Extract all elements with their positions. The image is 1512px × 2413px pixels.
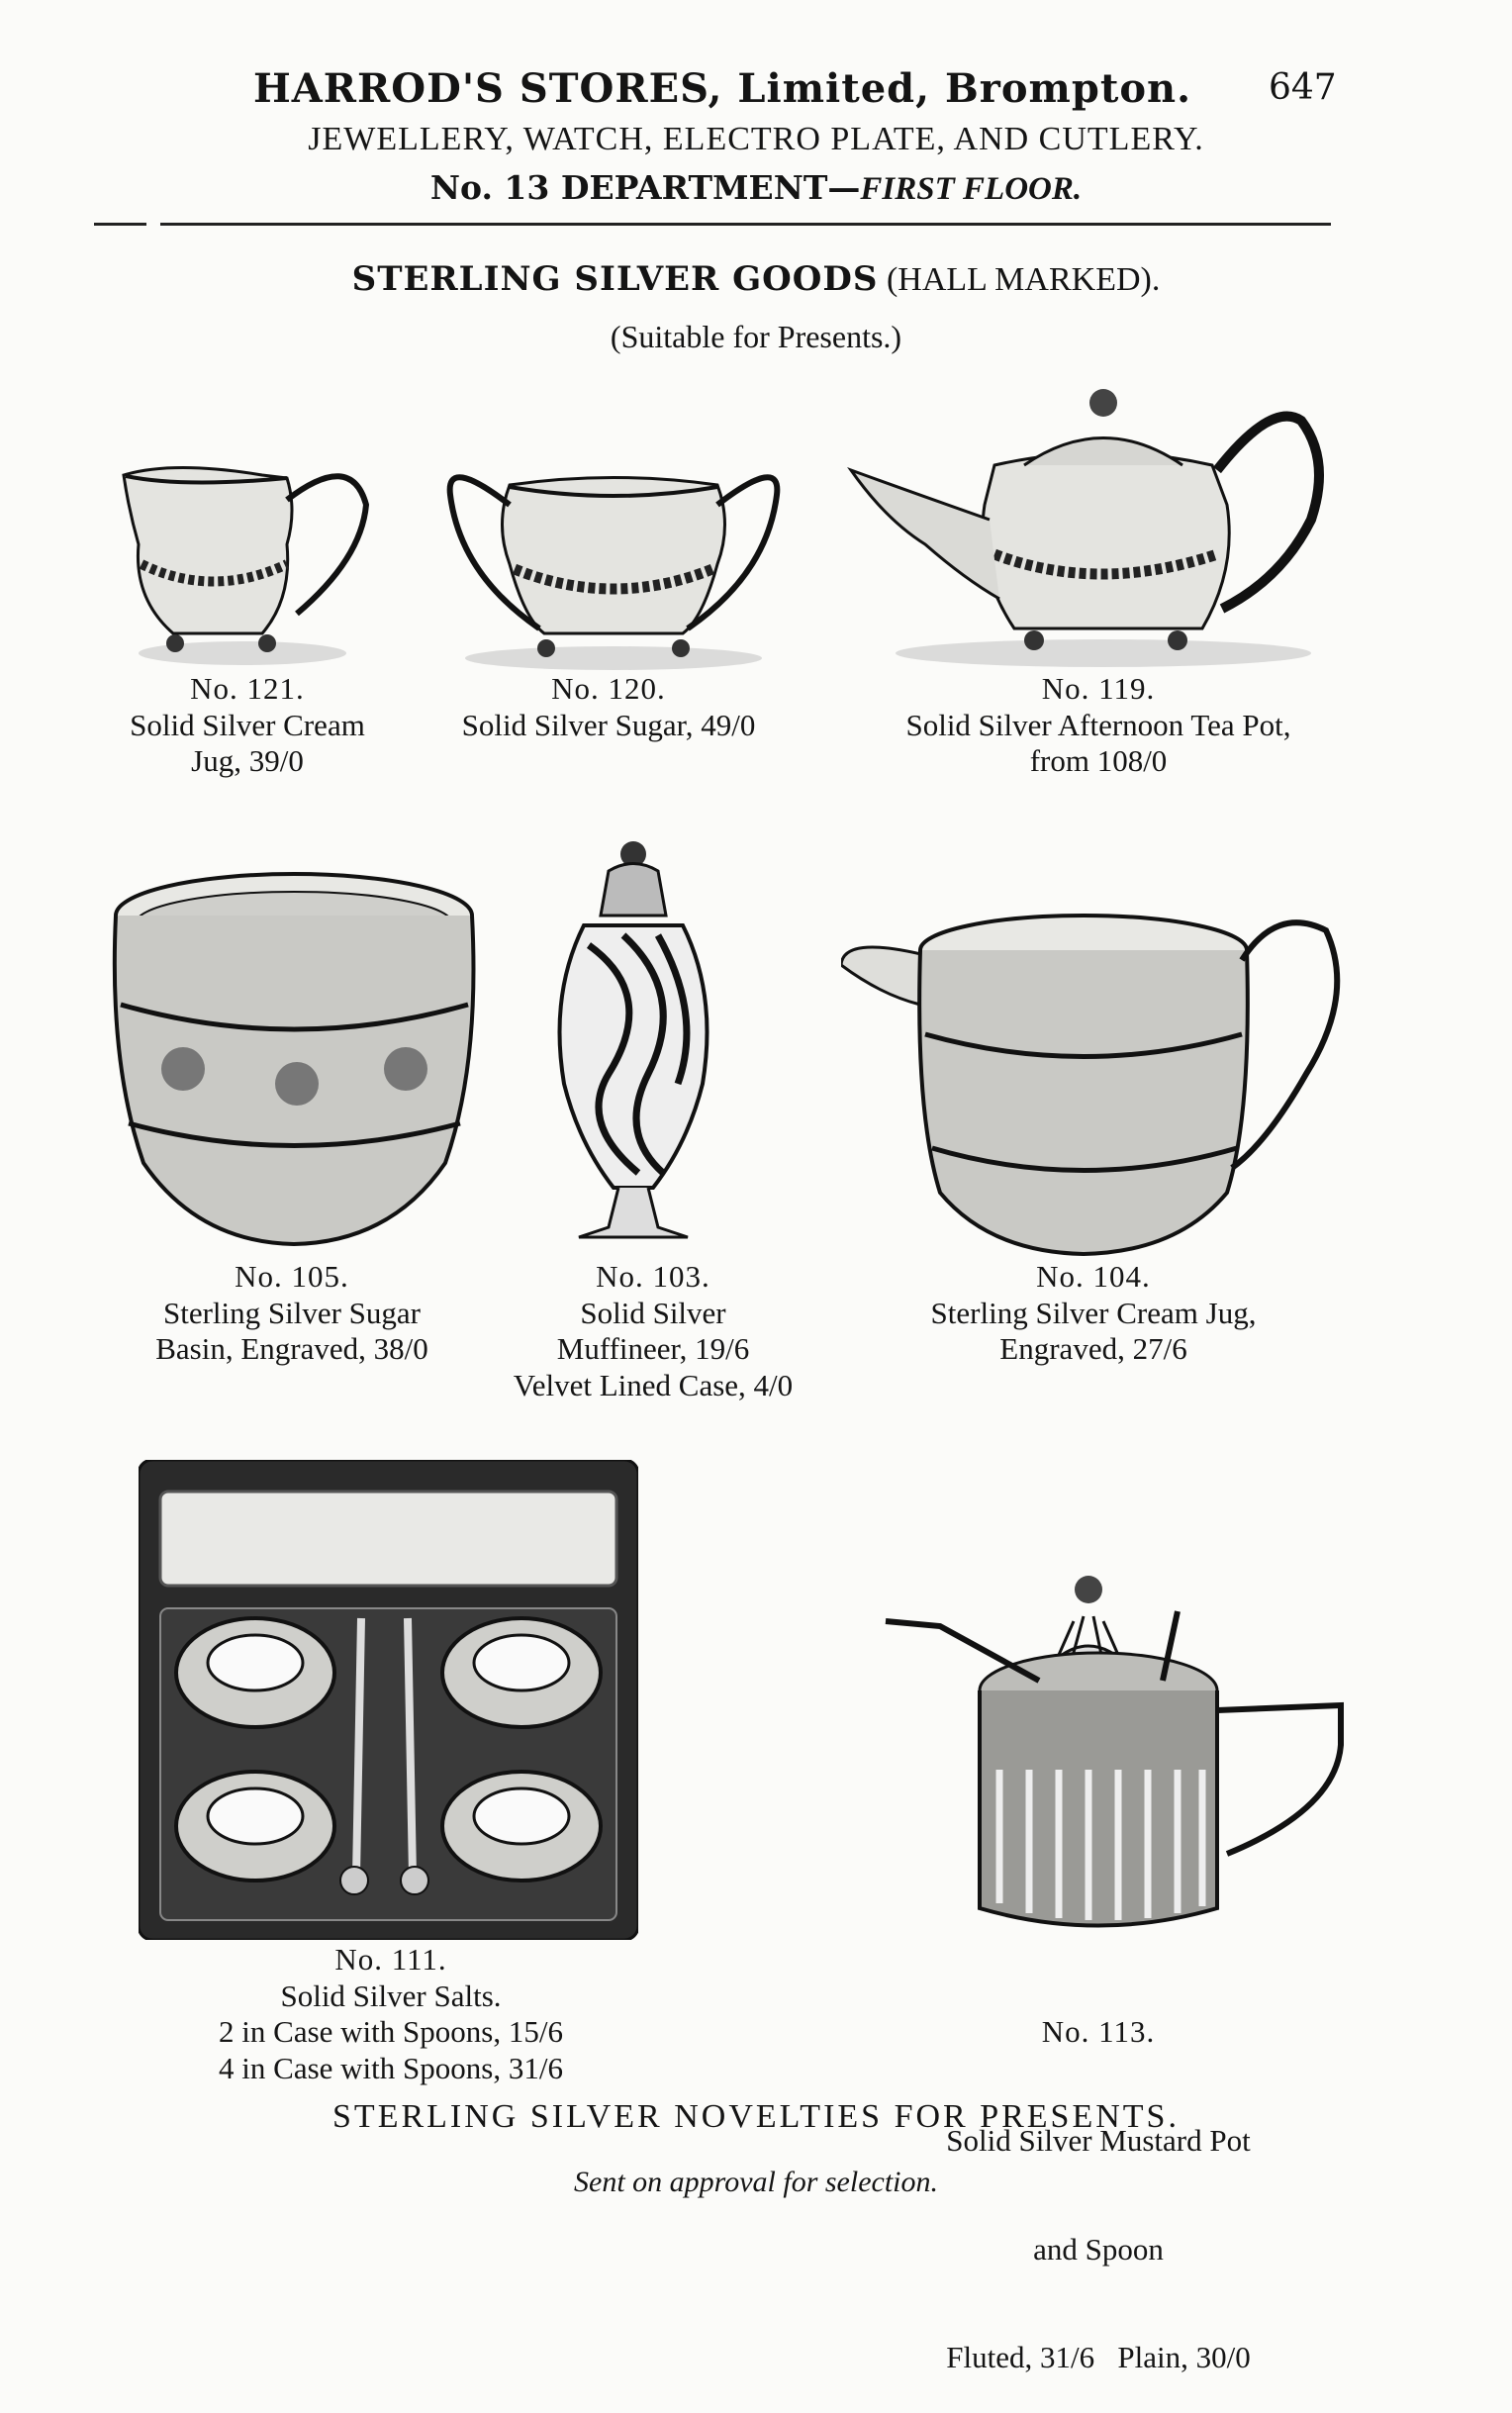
item-105-line-2: Basin, Engraved, 38/0 <box>155 1331 428 1367</box>
item-103-number: No. 103. <box>596 1259 710 1294</box>
item-105-number: No. 105. <box>235 1259 349 1294</box>
item-113-line-1: Solid Silver Mustard Pot <box>946 2122 1251 2158</box>
tea-pot-119-illustration <box>846 381 1341 678</box>
item-104-number: No. 104. <box>1036 1259 1151 1294</box>
item-111-line-3: 4 in Case with Spoons, 31/6 <box>219 2050 563 2085</box>
section-title <box>0 259 1512 299</box>
muffineer-103-illustration <box>549 836 717 1252</box>
department-line <box>0 168 1512 208</box>
item-104-line-1: Sterling Silver Cream Jug, <box>930 1295 1257 1330</box>
item-104 <box>861 1259 1326 1368</box>
item-121-line-1: Solid Silver Cream <box>130 707 365 742</box>
item-105 <box>114 1259 470 1368</box>
item-119-number: No. 119. <box>1041 671 1156 706</box>
item-119 <box>851 671 1346 780</box>
approval-note: Sent on approval for selection. <box>574 2166 938 2198</box>
item-105-line-1: Sterling Silver Sugar <box>162 1295 422 1330</box>
item-111-line-2: 2 in Case with Spoons, 15/6 <box>219 2014 563 2050</box>
item-111-line-1: Solid Silver Salts. <box>280 1978 502 2013</box>
item-120-number: No. 120. <box>551 671 666 706</box>
section-title-bold: STERLING SILVER GOODS <box>351 259 879 299</box>
item-120 <box>425 671 792 743</box>
item-103-line-2: Muffineer, 19/6 <box>556 1331 750 1367</box>
salts-case-111-illustration <box>139 1460 638 1940</box>
item-111 <box>148 1942 633 2086</box>
item-113-line-3: Fluted, 31/6 Plain, 30/0 <box>946 2340 1251 2375</box>
novelties-heading: STERLING SILVER NOVELTIES FOR PRESENTS. <box>332 2098 1180 2135</box>
item-119-line-1: Solid Silver Afternoon Tea Pot, <box>905 707 1291 742</box>
page-number: 647 <box>1269 67 1337 108</box>
department-subtitle: JEWELLERY, WATCH, ELECTRO PLATE, AND CUTLERY. <box>308 121 1204 157</box>
item-120-line-1: Solid Silver Sugar, 49/0 <box>461 707 756 742</box>
item-113-number: No. 113. <box>1041 2014 1156 2050</box>
cream-jug-104-illustration <box>841 896 1346 1262</box>
section-title-plain: (HALL MARKED). <box>886 261 1161 298</box>
sugar-basin-105-illustration <box>109 866 480 1252</box>
sugar-bowl-120-illustration <box>435 445 792 678</box>
header-rule <box>94 223 1331 226</box>
item-103-line-1: Solid Silver <box>580 1295 726 1330</box>
item-121-number: No. 121. <box>190 671 305 706</box>
cream-jug-121-illustration <box>114 450 376 673</box>
item-103 <box>475 1259 831 1403</box>
mustard-pot-113-illustration <box>881 1572 1346 1938</box>
item-121 <box>94 671 401 780</box>
header-rule-gap <box>146 218 160 230</box>
item-119-line-2: from 108/0 <box>1029 743 1168 779</box>
item-113-line-2: and Spoon <box>1033 2231 1164 2267</box>
item-121-line-2: Jug, 39/0 <box>191 743 304 779</box>
store-name: HARROD'S STORES, Limited, Brompton. <box>252 65 1192 112</box>
item-111-number: No. 111. <box>334 1942 447 1977</box>
section-note: (Suitable for Presents.) <box>610 319 902 354</box>
department-floor: FIRST FLOOR. <box>860 171 1083 207</box>
department-prefix: No. 13 DEPARTMENT— <box>429 168 861 207</box>
item-104-line-2: Engraved, 27/6 <box>999 1331 1187 1367</box>
item-103-line-3: Velvet Lined Case, 4/0 <box>513 1367 794 1402</box>
